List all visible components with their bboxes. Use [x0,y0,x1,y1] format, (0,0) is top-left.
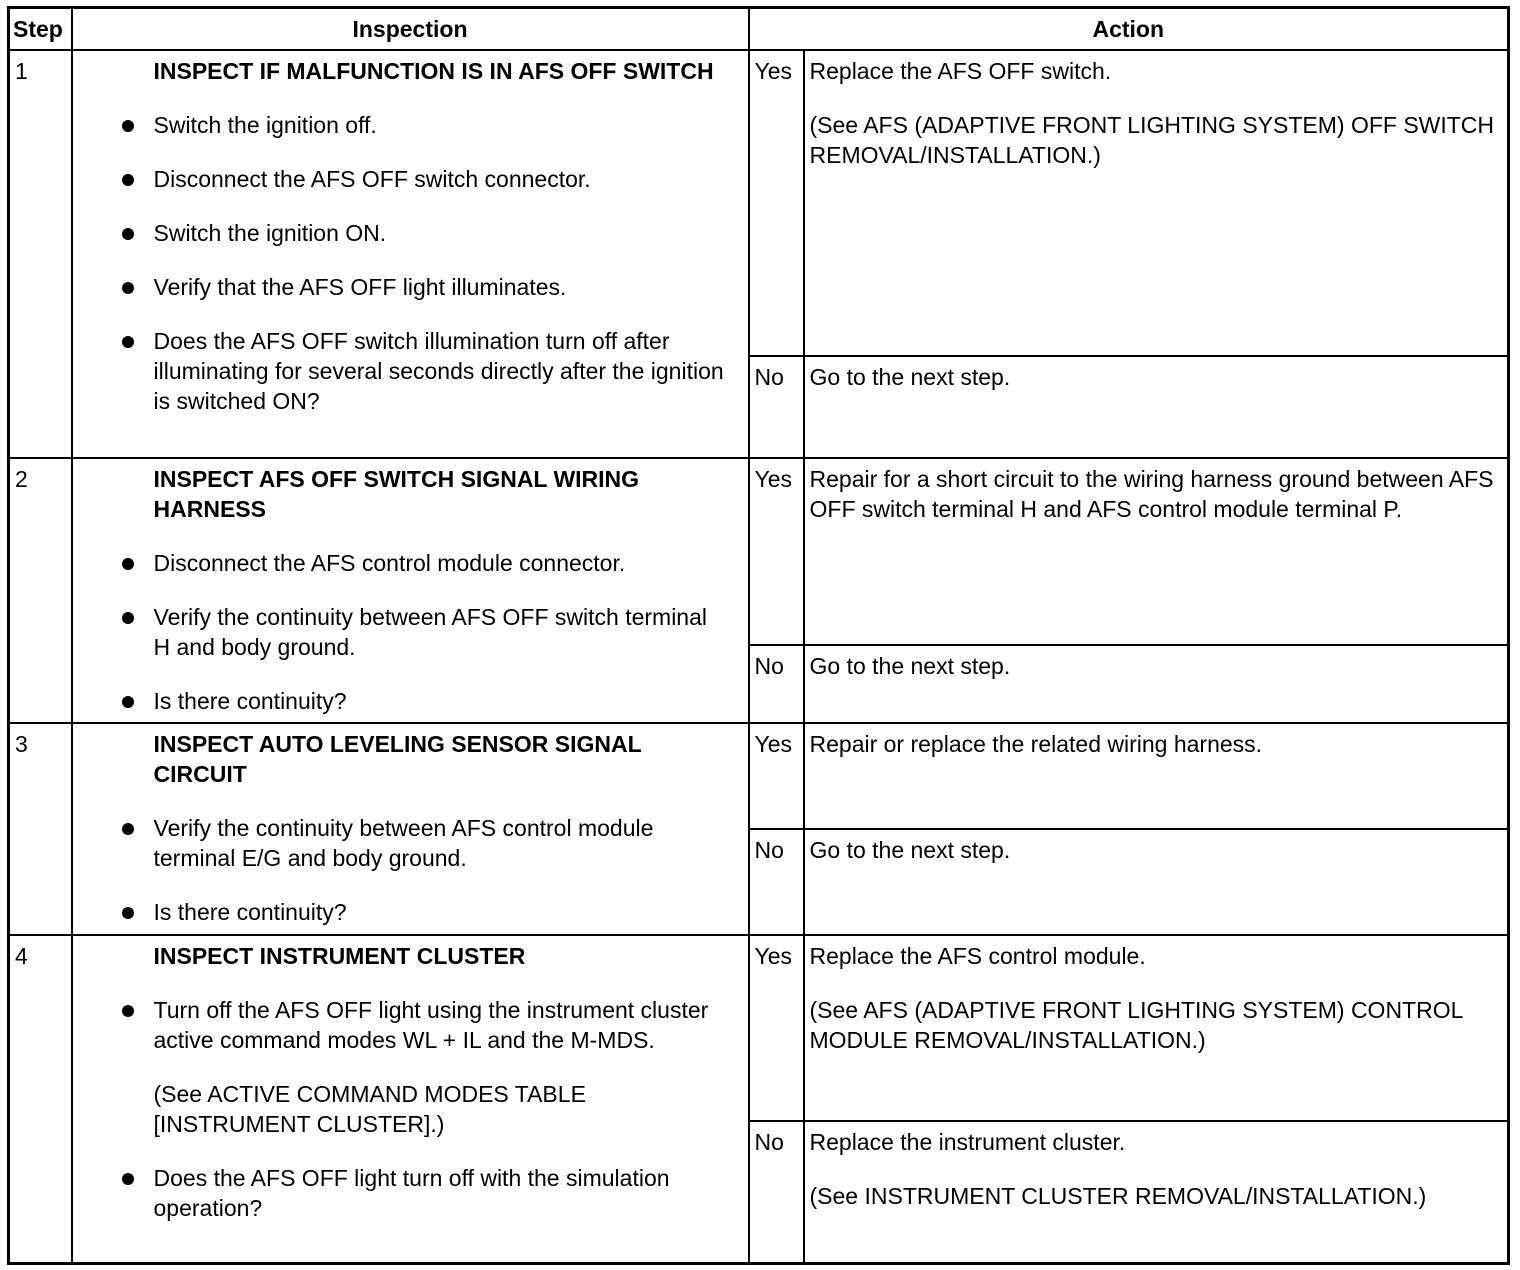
action-text: Replace the instrument cluster. [809,1129,1126,1155]
action-text: Replace the AFS OFF switch. [809,58,1112,84]
bullet-icon [122,1005,134,1017]
step-column-header: Step [9,8,72,51]
action-text: Go to the next step. [809,837,1011,863]
no-label: No [749,829,804,935]
action-reference: (See INSTRUMENT CLUSTER REMOVAL/INSTALLATION.) [809,1183,1427,1209]
action-text: Go to the next step. [809,364,1011,390]
action-text: Repair for a short circuit to the wiring harness ground between AFS OFF switch terminal H and AFS control module terminal P. [809,466,1494,522]
step-number: 2 [9,458,72,723]
inspection-bullet [73,218,728,248]
bullet-text: Verify that the AFS OFF light illuminates. [153,274,567,300]
action-text: Repair or replace the related wiring harness. [809,731,1263,757]
no-action [804,829,1509,935]
bullet-text: Verify the continuity between AFS OFF switch terminal H and body ground. [153,604,708,660]
bullet-icon [122,174,134,186]
bullet-icon [122,228,134,240]
action-text: Replace the AFS control module. [809,943,1146,969]
bullet-text: Is there continuity? [153,899,347,925]
bullet-text: Does the AFS OFF light turn off with the simulation operation? [153,1165,670,1221]
inspection-bullet [73,272,728,302]
step-inspection [72,458,749,723]
yes-action [804,458,1509,645]
yes-label: Yes [749,723,804,829]
bullet-icon [122,1173,134,1185]
action-text: Go to the next step. [809,653,1011,679]
bullet-icon [122,823,134,835]
step-1-yes-row [9,50,1509,356]
step-heading: INSPECT INSTRUMENT CLUSTER [153,943,526,969]
step-heading: INSPECT AFS OFF SWITCH SIGNAL WIRING HARNESS [153,466,640,522]
inspection-bullet [73,813,728,873]
step-3-yes-row [9,723,1509,829]
inspection-bullet [73,686,728,716]
no-label: No [749,356,804,458]
bullet-icon [122,282,134,294]
no-action [804,356,1509,458]
inspection-bullet [73,326,728,416]
bullet-icon [122,612,134,624]
step-heading: INSPECT AUTO LEVELING SENSOR SIGNAL CIRCUIT [153,731,642,787]
no-action [804,645,1509,723]
step-inspection [72,723,749,935]
no-action [804,1121,1509,1264]
header-row [9,8,1509,51]
action-reference: (See AFS (ADAPTIVE FRONT LIGHTING SYSTEM) OFF SWITCH REMOVAL/INSTALLATION.) [809,112,1495,168]
yes-action [804,50,1509,356]
inspection-column-header: Inspection [72,8,749,51]
bullet-text: Turn off the AFS OFF light using the instrument cluster active command modes WL + IL and the M-MDS. [153,997,709,1053]
bullet-text: Does the AFS OFF switch illumination turn off after illuminating for several seconds directly after the ignition is switched ON? [153,328,724,414]
bullet-icon [122,907,134,919]
bullet-text: Switch the ignition off. [153,112,377,138]
inspection-bullet [73,602,728,662]
step-number: 3 [9,723,72,935]
inspection-bullet [73,897,728,927]
inspection-bullet [73,995,728,1055]
step-2-yes-row [9,458,1509,645]
bullet-icon [122,696,134,708]
inspection-bullet [73,548,728,578]
yes-action [804,935,1509,1121]
step-inspection [72,50,749,458]
bullet-text: Disconnect the AFS control module connector. [153,550,626,576]
yes-action [804,723,1509,829]
inspection-bullet [73,164,728,194]
yes-label: Yes [749,50,804,356]
bullet-icon [122,336,134,348]
bullet-text: Verify the continuity between AFS control module terminal E/G and body ground. [153,815,654,871]
bullet-text: Switch the ignition ON. [153,220,387,246]
inspection-bullet [73,110,728,140]
step-number: 4 [9,935,72,1264]
step-heading: INSPECT IF MALFUNCTION IS IN AFS OFF SWITCH [153,58,714,84]
troubleshooting-table [7,6,1510,1265]
action-column-header: Action [749,8,1509,51]
yes-label: Yes [749,935,804,1121]
inspection-reference: (See ACTIVE COMMAND MODES TABLE [INSTRUMENT CLUSTER].) [153,1081,586,1137]
bullet-icon [122,120,134,132]
bullet-icon [122,558,134,570]
bullet-text: Is there continuity? [153,688,347,714]
yes-label: Yes [749,458,804,645]
inspection-bullet [73,1163,728,1223]
step-4-yes-row [9,935,1509,1121]
action-reference: (See AFS (ADAPTIVE FRONT LIGHTING SYSTEM) CONTROL MODULE REMOVAL/INSTALLATION.) [809,997,1463,1053]
bullet-text: Disconnect the AFS OFF switch connector. [153,166,591,192]
no-label: No [749,1121,804,1264]
no-label: No [749,645,804,723]
step-number: 1 [9,50,72,458]
step-inspection [72,935,749,1264]
